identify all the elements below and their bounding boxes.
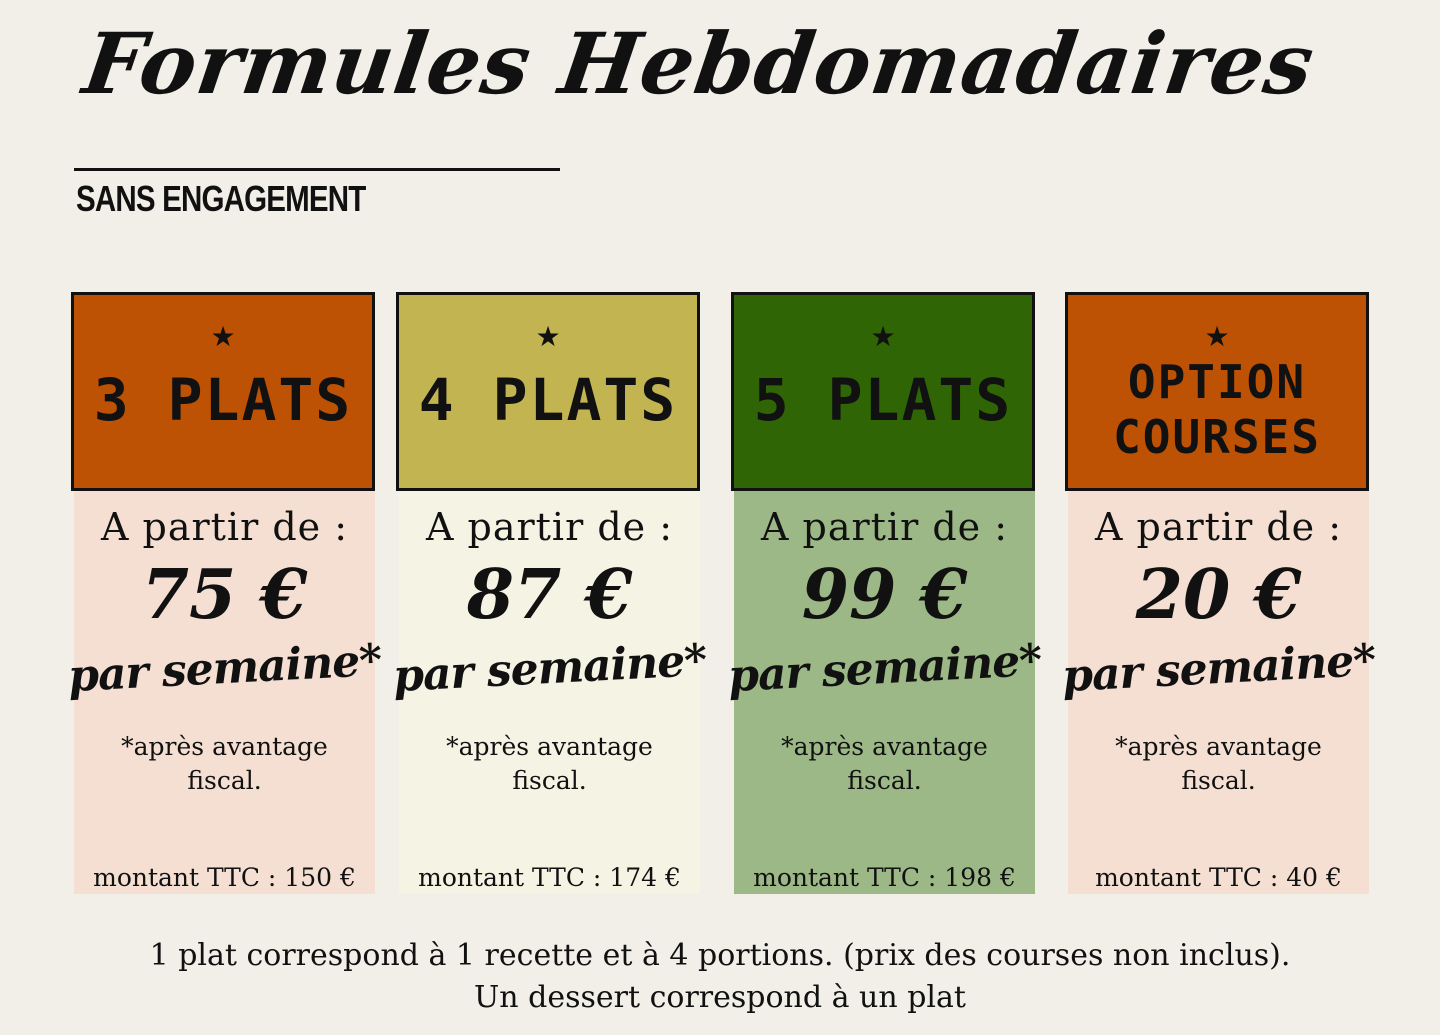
star-icon: ★ [870,320,896,353]
per-week-label: par semaine* [391,634,708,703]
tax-note: *après avantage fiscal. [446,732,653,795]
plan-name: 5 PLATS [753,366,1013,434]
price: 99 € [801,555,968,635]
star-icon: ★ [1204,320,1230,353]
pricing-card-4-plats [391,292,708,894]
price: 87 € [466,555,633,635]
card-body [391,491,708,894]
plan-name: 3 PLATS [93,366,353,434]
tax-note: *après avantage fiscal. [781,732,988,795]
per-week-label: par semaine* [66,634,383,703]
from-label: A partir de : [425,505,674,549]
ttc-amount: montant TTC : 174 € [418,863,681,892]
page-subtitle: SANS ENGAGEMENT [76,178,366,219]
footer-note-dessert: Un dessert correspond à un plat [474,980,966,1015]
tax-note: *après avantage fiscal. [1115,732,1322,795]
card-body [66,491,383,894]
plan-name: 4 PLATS [418,366,678,434]
pricing-card-3-plats [66,292,383,894]
price: 75 € [141,555,308,635]
pricing-card-5-plats [726,292,1043,894]
from-label: A partir de : [1094,505,1343,549]
tax-note: *après avantage fiscal. [121,732,328,795]
ttc-amount: montant TTC : 150 € [93,863,356,892]
per-week-label: par semaine* [1060,634,1377,703]
star-icon: ★ [535,320,561,353]
price: 20 € [1135,555,1302,635]
per-week-label: par semaine* [726,634,1043,703]
footer-note-portions: 1 plat correspond à 1 recette et à 4 portions. (prix des courses non inclus). [149,938,1291,973]
plan-name: OPTION COURSES [1113,355,1321,465]
star-icon: ★ [210,320,236,353]
ttc-amount: montant TTC : 198 € [753,863,1016,892]
card-body [726,491,1043,894]
card-header [731,292,1035,491]
from-label: A partir de : [100,505,349,549]
card-header [1065,292,1369,491]
pricing-card-option-courses [1060,292,1377,894]
page-title: Formules Hebdomadaires [77,14,1321,113]
from-label: A partir de : [760,505,1009,549]
ttc-amount: montant TTC : 40 € [1095,863,1342,892]
card-header [71,292,375,491]
card-header [396,292,700,491]
title-underline [74,168,560,171]
card-body [1060,491,1377,894]
